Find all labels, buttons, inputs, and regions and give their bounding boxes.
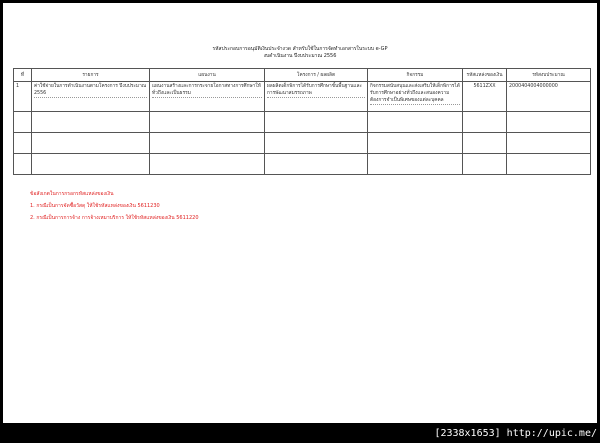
table-cell bbox=[14, 112, 32, 133]
cell-text: กิจกรรมสนับสนุนและส่งเสริมให้เด็กพิการได้รับการศึกษาอย่างทั่วถึงและสนองความต้องการจำเป็นพิเศษของแต่ละบุคคล bbox=[370, 84, 460, 103]
notes-block bbox=[30, 188, 199, 224]
header-cell: ที่ bbox=[14, 69, 32, 82]
table-cell bbox=[368, 82, 463, 112]
header-cell: กิจกรรม bbox=[368, 69, 463, 82]
header-cell: แผนงาน bbox=[150, 69, 265, 82]
table-cell bbox=[265, 133, 368, 154]
table-cell bbox=[463, 133, 507, 154]
table-row bbox=[14, 133, 591, 154]
table-cell bbox=[368, 154, 463, 175]
table-cell bbox=[150, 154, 265, 175]
document-page bbox=[3, 3, 597, 423]
table-cell bbox=[265, 112, 368, 133]
header-cell: รหัสงบประมาณ bbox=[507, 69, 591, 82]
header-cell: รายการ bbox=[32, 69, 150, 82]
note-item: 1. กรณีเป็นการจัดซื้อวัสดุ ให้ใช้รหัสแหล่งของเงิน 5611230 bbox=[30, 203, 160, 209]
note-item: 2. กรณีเป็นการการจ้าง การจ้างเหมาบริการ ให้ใช้รหัสแหล่งของเงิน 5611220 bbox=[30, 215, 199, 221]
table-cell bbox=[32, 133, 150, 154]
budget-code-table bbox=[13, 68, 591, 175]
table-cell bbox=[150, 82, 265, 112]
document-subtitle: งบดำเนินงาน ปีงบประมาณ 2556 bbox=[263, 53, 337, 59]
image-host-caption: [2338x1653] http://upic.me/ bbox=[434, 428, 597, 439]
table-cell bbox=[368, 112, 463, 133]
table-cell bbox=[32, 82, 150, 112]
table-cell bbox=[265, 82, 368, 112]
table-row bbox=[14, 82, 591, 112]
table-cell bbox=[507, 133, 591, 154]
table-cell bbox=[368, 133, 463, 154]
table-row bbox=[14, 112, 591, 133]
table-cell bbox=[14, 154, 32, 175]
cell-text: ค่าใช้จ่ายในการดำเนินงานตามโครงการ ปีงบประมาณ 2556 bbox=[34, 84, 147, 96]
table-cell bbox=[507, 154, 591, 175]
header-cell: โครงการ / ผลผลิต bbox=[265, 69, 368, 82]
table-row bbox=[14, 154, 591, 175]
notes-heading: ข้อสังเกตในการกรอกรหัสแหล่งของเงิน bbox=[30, 191, 114, 197]
table-cell bbox=[507, 112, 591, 133]
table-cell bbox=[32, 112, 150, 133]
table-cell bbox=[32, 154, 150, 175]
table-cell bbox=[150, 112, 265, 133]
table-cell bbox=[150, 133, 265, 154]
header-cell: รหัสแหล่งของเงิน bbox=[463, 69, 507, 82]
table-cell: 1 bbox=[14, 82, 32, 112]
table-cell bbox=[265, 154, 368, 175]
table-cell bbox=[463, 112, 507, 133]
document-title: รหัสประกอบการอนุมัติเงินประจำงวด สำหรับใช้ในการจัดทำเอกสารในระบบ e-GP bbox=[212, 46, 388, 52]
cell-text: แผนงานสร้างและการกระจายโอกาสทางการศึกษาให้ทั่วถึงและเป็นธรรม bbox=[152, 84, 261, 96]
table-cell: 2000404004000000 bbox=[507, 82, 591, 112]
table-cell bbox=[463, 154, 507, 175]
cell-text: ผลผลิตเด็กพิการได้รับการศึกษาขั้นพื้นฐานและการพัฒนาสมรรถภาพ bbox=[267, 83, 365, 98]
table-cell: 5611ZXX bbox=[463, 82, 507, 112]
table-header-row bbox=[14, 69, 591, 82]
table-cell bbox=[14, 133, 32, 154]
